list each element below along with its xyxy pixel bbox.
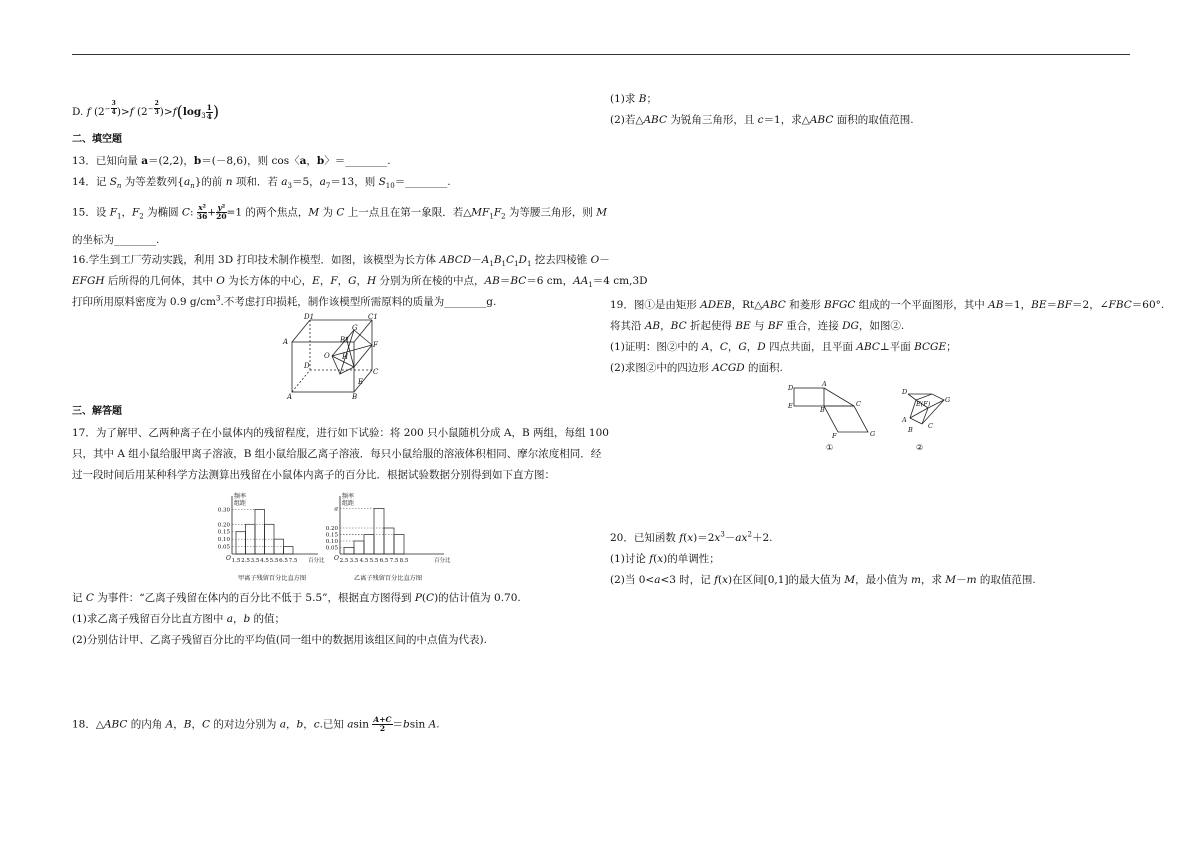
x-tick-label: 1.5 (231, 558, 241, 564)
x-tick-label: 4.5 (260, 558, 269, 564)
question-18: 18．△ABC 的内角 A，B，C 的对边分别为 a，b，c.已知 asin $\frac{A+C}{2}$ ＝bsin A. (72, 715, 440, 733)
question-13: 13．已知向量 a＝(2,2)，b＝(－8,6)，则 cos〈a，b〉＝________. (72, 155, 391, 167)
fig19-label-G2: G (945, 396, 951, 404)
label-H: H (342, 353, 349, 361)
histogram-bar (364, 535, 374, 555)
origin-label: O (226, 555, 231, 562)
header-rule (72, 54, 1130, 55)
y-axis-label: 频率 (342, 493, 355, 500)
y-tick-label: 0.05 (217, 544, 230, 551)
x-tick-label: 4.5 (359, 558, 369, 564)
y-tick-label: 0.10 (217, 537, 230, 544)
section-fill-in: 二、填空题 (72, 134, 122, 145)
x-tick-label: 5.5 (269, 558, 279, 564)
label-A1: A (283, 338, 289, 346)
x-tick-label: 8.5 (399, 558, 409, 564)
question-20: 20．已知函数 $f(x)=2x^3-ax^2+2$. (610, 530, 773, 544)
y-axis-label: 频率 (234, 493, 247, 500)
question-17-part2: (2)分别估计甲、乙离子残留百分比的平均值(同一组中的数据用该组区间的中点值为代表). (72, 634, 487, 646)
fig19-label-C: C (856, 400, 861, 408)
fig19-label-EF: E(F) (916, 400, 931, 408)
histogram-jia (210, 488, 325, 586)
question-19-part2: (2)求图②中的四边形 ACGD 的面积. (610, 362, 783, 374)
x-tick-label: 6.5 (379, 558, 389, 564)
y-tick-label: 0.15 (325, 532, 338, 539)
histogram-yi (318, 488, 451, 586)
label-B1: B1 (340, 336, 350, 344)
question-17-part1: (1)求乙离子残留百分比直方图中 a，b 的值； (72, 613, 286, 625)
fig19-caption-2: ② (916, 443, 924, 452)
x-tick-label: 6.5 (279, 558, 288, 564)
label-G: G (352, 324, 358, 332)
y-tick-label: 0.15 (217, 529, 230, 536)
y-axis-label-2: 组距 (234, 500, 247, 507)
section-answer: 三、解答题 (72, 406, 122, 417)
x-tick-label: 7.5 (288, 558, 298, 564)
question-20-part2: (2)当 0<a<3 时，记 f(x)在区间[0,1]的最大值为 M，最小值为 m，求 M－m 的取值范围. (610, 574, 1036, 586)
folding-figure (782, 378, 962, 454)
histogram-bar (384, 528, 394, 554)
fig19-label-B: B (820, 406, 825, 414)
x-tick-label: 3.5 (349, 558, 359, 564)
histogram-bar (344, 548, 354, 555)
label-E: E (358, 378, 364, 386)
fig19-caption-1: ① (826, 443, 834, 452)
question-16-line2: EFGH 后所得的几何体，其中 O 为长方体的中心，E，F，G，H 分别为所在棱的中点，AB＝BC＝6 cm，$AA_1=4$ cm,3D (72, 275, 648, 290)
chart-title: 乙离子残留百分比直方图 (353, 575, 423, 582)
histogram-bar (236, 532, 246, 554)
fig19-label-G: G (870, 430, 876, 438)
fig19-label-A2: A (902, 416, 907, 424)
y-tick-label: 0.20 (325, 526, 338, 532)
label-B: B (352, 393, 358, 401)
histogram-bar (394, 535, 404, 555)
chart-title: 甲离子残留百分比直方图 (237, 575, 307, 582)
x-tick-label: 2.5 (339, 558, 349, 564)
y-tick-label: 0.20 (217, 522, 230, 529)
question-17-line2: 只，其中 A 组小鼠给服甲离子溶液，B 组小鼠给服乙离子溶液．每只小鼠给服的溶液体积相同、摩尔浓度相同．经 (72, 448, 602, 460)
histogram-bar (284, 547, 294, 554)
q12-option-d: D. f ($2^{- \frac{3}{4}}$ )>f ($2^{- \frac{2}{3}}$ )$>f(\log_3$ $\frac{1}{4}$ ) (72, 100, 220, 121)
x-tick-label: 7.5 (389, 558, 399, 564)
question-15-line1: 15．设 $F_1$，$F_2$ 为椭圆 C: $\frac{\text{x²}}{36}$ + $\frac{\text{y²}}{20}$ =1 的两个焦点，M 为 C 上一点且在第一象限．若$\triangle MF_1F_2$ 为等腰三角形，则 M (72, 203, 608, 221)
question-16-line3: 打印所用原料密度为 0.9 $g/cm^3$.不考虑打印损耗，制作该模型所需原料的质量为________g. (72, 294, 497, 308)
question-16-line1: 16.学生到工厂劳动实践，利用 3D 打印技术制作模型．如图，该模型为长方体 $ABCD-A_1B_1C_1D_1$ 挖去四棱锥 O－ (72, 254, 610, 269)
question-15-line2: 的坐标为________. (72, 234, 160, 246)
label-O: O (324, 352, 330, 360)
question-19-line1: 19．图①是由矩形 ADEB，Rt△ABC 和菱形 BFGC 组成的一个平面图形，其中 AB＝1，BE＝BF＝2，∠FBC＝60°. (610, 299, 1165, 311)
question-17-event: 记 C 为事件：“乙离子残留在体内的百分比不低于 5.5”，根据直方图得到 P(C)的估计值为 0.70. (72, 592, 521, 604)
y-tick-label: 0.10 (325, 539, 338, 545)
question-19-part1: (1)证明：图②中的 A，C，G，D 四点共面，且平面 ABC⊥平面 BCGE； (610, 341, 957, 353)
question-19-line2: 将其沿 AB，BC 折起使得 BE 与 BF 重合，连接 DG，如图②. (610, 320, 905, 332)
question-18-part1: (1)求 B； (610, 93, 657, 105)
question-14: 14．记 $S_n$ 为等差数列$\{a_n\}$的前 n 项和．若 $a_3=5$，$a_7=13$，则 $S_{10}=\_\_\_\_\_\_\_\_$. (72, 176, 451, 191)
fig19-label-C2: C (928, 422, 933, 430)
fig19-label-F: F (832, 432, 837, 440)
question-17-line3: 过一段时间后用某种科学方法测算出残留在小鼠体内离子的百分比．根据试验数据分别得到如下直方图： (72, 469, 555, 481)
x-axis-label: 百分比 (434, 558, 451, 564)
label-A: A (287, 393, 293, 401)
y-tick-label: 0.05 (325, 545, 338, 552)
x-axis-label: 百分比 (308, 558, 325, 564)
fig19-label-D2: D (902, 388, 908, 396)
y-axis-label-2: 组距 (342, 500, 355, 507)
question-20-part1: (1)讨论 f(x)的单调性； (610, 553, 720, 565)
question-17-line1: 17．为了解甲、乙两种离子在小鼠体内的残留程度，进行如下试验：将 200 只小鼠随机分成 A，B 两组，每组 100 (72, 427, 609, 439)
origin-label: O (334, 555, 339, 562)
cuboid-figure (280, 312, 390, 400)
fig19-label-D: D (788, 384, 794, 392)
question-18-part2: (2)若△ABC 为锐角三角形，且 c＝1，求△ABC 面积的取值范围. (610, 114, 914, 126)
label-F: F (373, 341, 378, 349)
histogram-bar (255, 509, 265, 554)
fig19-label-E: E (788, 402, 793, 410)
fig19-label-B2: B (908, 426, 913, 434)
x-tick-label: 2.5 (241, 558, 250, 564)
x-tick-label: 3.5 (250, 558, 260, 564)
label-D1: D1 (304, 313, 315, 321)
label-D: D (304, 362, 310, 370)
histogram-bar (374, 509, 384, 555)
y-tick-label: 0.30 (217, 507, 230, 514)
histogram-bar (354, 541, 364, 554)
fig19-label-A: A (822, 380, 827, 388)
x-tick-label: 5.5 (369, 558, 379, 564)
label-C: C (373, 368, 379, 376)
y-tick-a: a (334, 505, 338, 513)
label-C1: C1 (368, 313, 378, 321)
